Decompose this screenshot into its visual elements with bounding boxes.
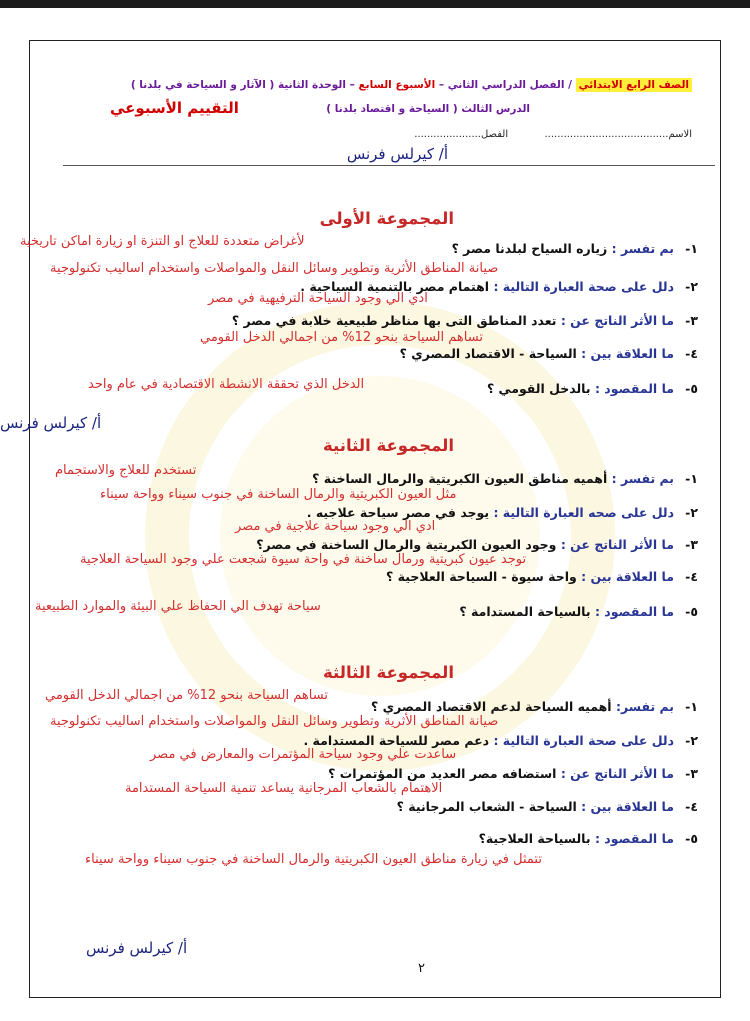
unit-label: الوحدة الثانية ( الآثار و السياحة في بلدنا ) [130, 79, 346, 91]
group-2-title: المجموعة الثانية [323, 436, 454, 455]
g1-question-2: ٢-دلل على صحة العبارة التالية : اهتمام مصر بالتنمية السياحية . [300, 279, 698, 294]
g3-answer-3: ساعدت علي وجود سياحة المؤتمرات والمعارض في مصر [150, 747, 457, 762]
group-3-title: المجموعة الثالثة [323, 663, 454, 682]
g1-answer-2: صيانة المناطق الأثرية وتطوير وسائل النقل والمواصلات واستخدام اساليب تكنولوجية [50, 261, 499, 276]
lesson-label: الدرس الثالث ( السياحة و اقتصاد بلدنا ) [326, 103, 530, 115]
name-field-label: الاسم....................................... [544, 129, 692, 140]
header-divider [63, 165, 715, 166]
g2-answer-1: تستخدم للعلاج والاستجمام [55, 463, 197, 478]
g2-question-3: ٣-ما الأثر الناتج عن : وجود العيون الكبريتية والرمال الساخنة في مصر؟ [256, 537, 698, 552]
g2-question-5: ٥-ما المقصود : بالسياحة المستدامة ؟ [459, 604, 698, 619]
g3-answer-5: تتمثل في زيارة مناطق العيون الكبريتية والرمال الساخنة في جنوب سيناء وواحة سيناء [85, 852, 542, 867]
grade-label: الصف الرابع الابتدائي [576, 78, 692, 92]
term-label: الفصل الدراسي الثاني [447, 79, 565, 91]
g3-question-5: ٥-ما المقصود : بالسياحة العلاجية؟ [478, 831, 698, 846]
page-number: ٢ [418, 961, 425, 976]
g1-question-3: ٣-ما الأثر الناتج عن : تعدد المناطق التى بها مناظر طبيعية خلابة في مصر ؟ [231, 313, 698, 328]
g3-question-1: ١-بم تفسر: أهميه السياحة لدعم الاقتصاد المصري ؟ [371, 699, 698, 714]
worksheet-page [0, 40, 721, 998]
teacher-name-side: أ/ كيرلس فرنس [0, 414, 102, 432]
name-class-line [414, 129, 692, 140]
header-line-1: الصف الرابع الابتدائي / الفصل الدراسي الثاني – الأسبوع السابع – الوحدة الثانية ( الآثار و السياحة في بلدنا ) [131, 79, 692, 91]
g1-answer-4: تساهم السياحة بنحو 12% من اجمالي الدخل القومي [200, 330, 483, 345]
top-edge-bar [0, 0, 750, 8]
g2-answer-4: توجد عيون كبريتية ورمال ساخنة في واحة سيوة شجعت علي وجود السياحة العلاجية [80, 552, 527, 567]
g1-answer-3: ادي الي وجود السياحة الترفيهية في مصر [208, 291, 428, 306]
page-title: التقييم الأسبوعي [110, 99, 239, 117]
g3-answer-4: الاهتمام بالشعاب المرجانية يساعد تنمية السياحة المستدامة [125, 781, 443, 796]
group-1-title: المجموعة الأولى [319, 209, 454, 228]
g2-question-1: ١-بم تفسر : أهميه مناطق العيون الكبريتية والرمال الساخنة ؟ [312, 471, 698, 486]
g2-question-2: ٢-دلل على صحه العبارة التالية : يوجد في مصر سياحة علاجيه . [306, 505, 698, 520]
g1-question-4: ٤-ما العلاقة بين : السياحة - الاقتصاد المصري ؟ [399, 346, 698, 361]
g3-question-3: ٣-ما الأثر الناتج عن : استضافه مصر العديد من المؤتمرات ؟ [328, 766, 698, 781]
watermark-center [220, 376, 540, 696]
teacher-signature-footer: أ/ كيرلس فرنس [86, 939, 188, 957]
g2-answer-5: سياحة تهدف الي الحفاظ علي البيئة والموارد الطبيعية [35, 599, 321, 614]
class-field-label: الفصل..................... [414, 129, 509, 140]
g2-answer-2: مثل العيون الكبريتية والرمال الساخنة في جنوب سيناء وواحة سيناء [100, 487, 457, 502]
g2-question-4: ٤-ما العلاقة بين : واحة سيوة - السياحة العلاجية ؟ [386, 569, 698, 584]
g3-answer-1: تساهم السياحة بنحو 12% من اجمالي الدخل القومي [45, 688, 328, 703]
teacher-name-header: أ/ كيرلس فرنس [346, 145, 448, 163]
g1-question-1: ١-بم تفسر : زياره السياح لبلدنا مصر ؟ [451, 241, 698, 256]
g3-question-4: ٤-ما العلاقة بين : السياحة - الشعاب المرجانية ؟ [396, 799, 698, 814]
g1-answer-5: الدخل الذي تحققة الانشطة الاقتصادية في عام واحد [88, 377, 365, 392]
g1-question-5: ٥-ما المقصود : بالدخل القومي ؟ [486, 381, 698, 396]
g3-answer-2: صيانة المناطق الأثرية وتطوير وسائل النقل والمواصلات واستخدام اساليب تكنولوجية [50, 714, 499, 729]
g1-answer-1: لأغراض متعددة للعلاج او التنزة او زيارة اماكن تاريخية [20, 234, 305, 249]
week-label: الأسبوع السابع [358, 79, 436, 91]
g3-question-2: ٢-دلل على صحة العبارة التالية : دعم مصر للسياحة المستدامة . [303, 733, 698, 748]
g2-answer-3: ادي الي وجود سياحة علاجية في مصر [235, 519, 436, 534]
